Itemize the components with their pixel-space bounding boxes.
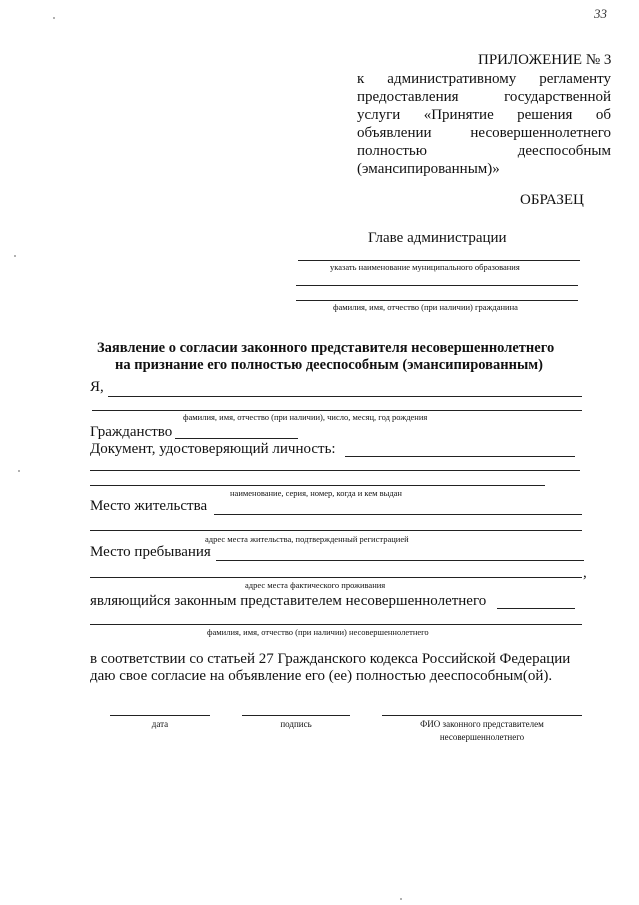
minor-name-line[interactable] [90, 624, 582, 625]
stay-comma: , [583, 565, 587, 581]
fio-caption [382, 718, 582, 744]
fio-caption-line-1: ФИО законного представителем [420, 719, 544, 729]
appendix-line: (эмансипированным)» [357, 161, 500, 177]
fio-line[interactable] [382, 715, 582, 716]
signature-caption: подпись [280, 719, 312, 729]
id-document-line-3[interactable] [90, 485, 545, 486]
i-name-line-2[interactable] [92, 410, 582, 411]
appendix-line: услуги «Принятие решения об [357, 107, 611, 123]
residence-caption: адрес места жительства, подтвержденный регистрацией [205, 534, 409, 544]
id-document-caption: наименование, серия, номер, когда и кем выдан [230, 488, 402, 498]
signature-line[interactable] [242, 715, 350, 716]
consent-line-1: в соответствии со статьей 27 Гражданского кодекса Российской Федерации [90, 651, 571, 667]
page-number: 33 [594, 6, 607, 21]
representative-line[interactable] [497, 608, 575, 609]
citizen-name-line-2[interactable] [296, 300, 578, 301]
appendix-line: объявлении несовершеннолетнего [357, 125, 611, 141]
municipality-caption: указать наименование муниципального образования [330, 262, 520, 272]
i-caption: фамилия, имя, отчество (при наличии), число, месяц, год рождения [183, 412, 428, 422]
id-document-line-2[interactable] [90, 470, 580, 471]
minor-caption: фамилия, имя, отчество (при наличии) несовершеннолетнего [207, 627, 429, 637]
appendix-line: предоставления государственной [357, 89, 611, 105]
stay-line-2[interactable] [90, 577, 582, 578]
residence-line-2[interactable] [90, 530, 582, 531]
scan-speck [400, 898, 402, 900]
stay-label: Место пребывания [90, 544, 211, 560]
municipality-line[interactable] [298, 260, 580, 261]
representative-label: являющийся законным представителем несовершеннолетнего [90, 593, 487, 609]
appendix-line: полностью дееспособным [357, 143, 611, 159]
stay-line[interactable] [216, 560, 584, 561]
i-label: Я, [90, 379, 104, 395]
sample-label: ОБРАЗЕЦ [520, 192, 584, 208]
statement-title-line-2: на признание его полностью дееспособным (эмансипированным) [115, 357, 543, 373]
appendix-title: ПРИЛОЖЕНИЕ № 3 [478, 52, 612, 68]
i-name-line[interactable] [108, 396, 582, 397]
scan-speck [14, 255, 16, 257]
stay-caption: адрес места фактического проживания [245, 580, 386, 590]
citizen-name-line-1[interactable] [296, 285, 578, 286]
fio-caption-line-2: несовершеннолетнего [439, 732, 525, 742]
id-document-label: Документ, удостоверяющий личность: [90, 441, 336, 457]
residence-line[interactable] [214, 514, 582, 515]
id-document-line[interactable] [345, 456, 575, 457]
citizenship-line[interactable] [175, 438, 298, 439]
appendix-line: к административному регламенту [357, 71, 611, 87]
scan-speck [53, 17, 55, 19]
date-line[interactable] [110, 715, 210, 716]
consent-line-2: даю свое согласие на объявление его (ее) полностью дееспособным(ой). [90, 668, 553, 684]
date-caption: дата [151, 719, 169, 729]
scan-speck [18, 470, 20, 472]
citizenship-label: Гражданство [90, 424, 173, 440]
residence-label: Место жительства [90, 498, 208, 514]
citizen-caption: фамилия, имя, отчество (при наличии) гражданина [333, 302, 518, 312]
addressee-title: Главе администрации [368, 230, 507, 246]
statement-title-line-1: Заявление о согласии законного представителя несовершеннолетнего [97, 340, 555, 356]
